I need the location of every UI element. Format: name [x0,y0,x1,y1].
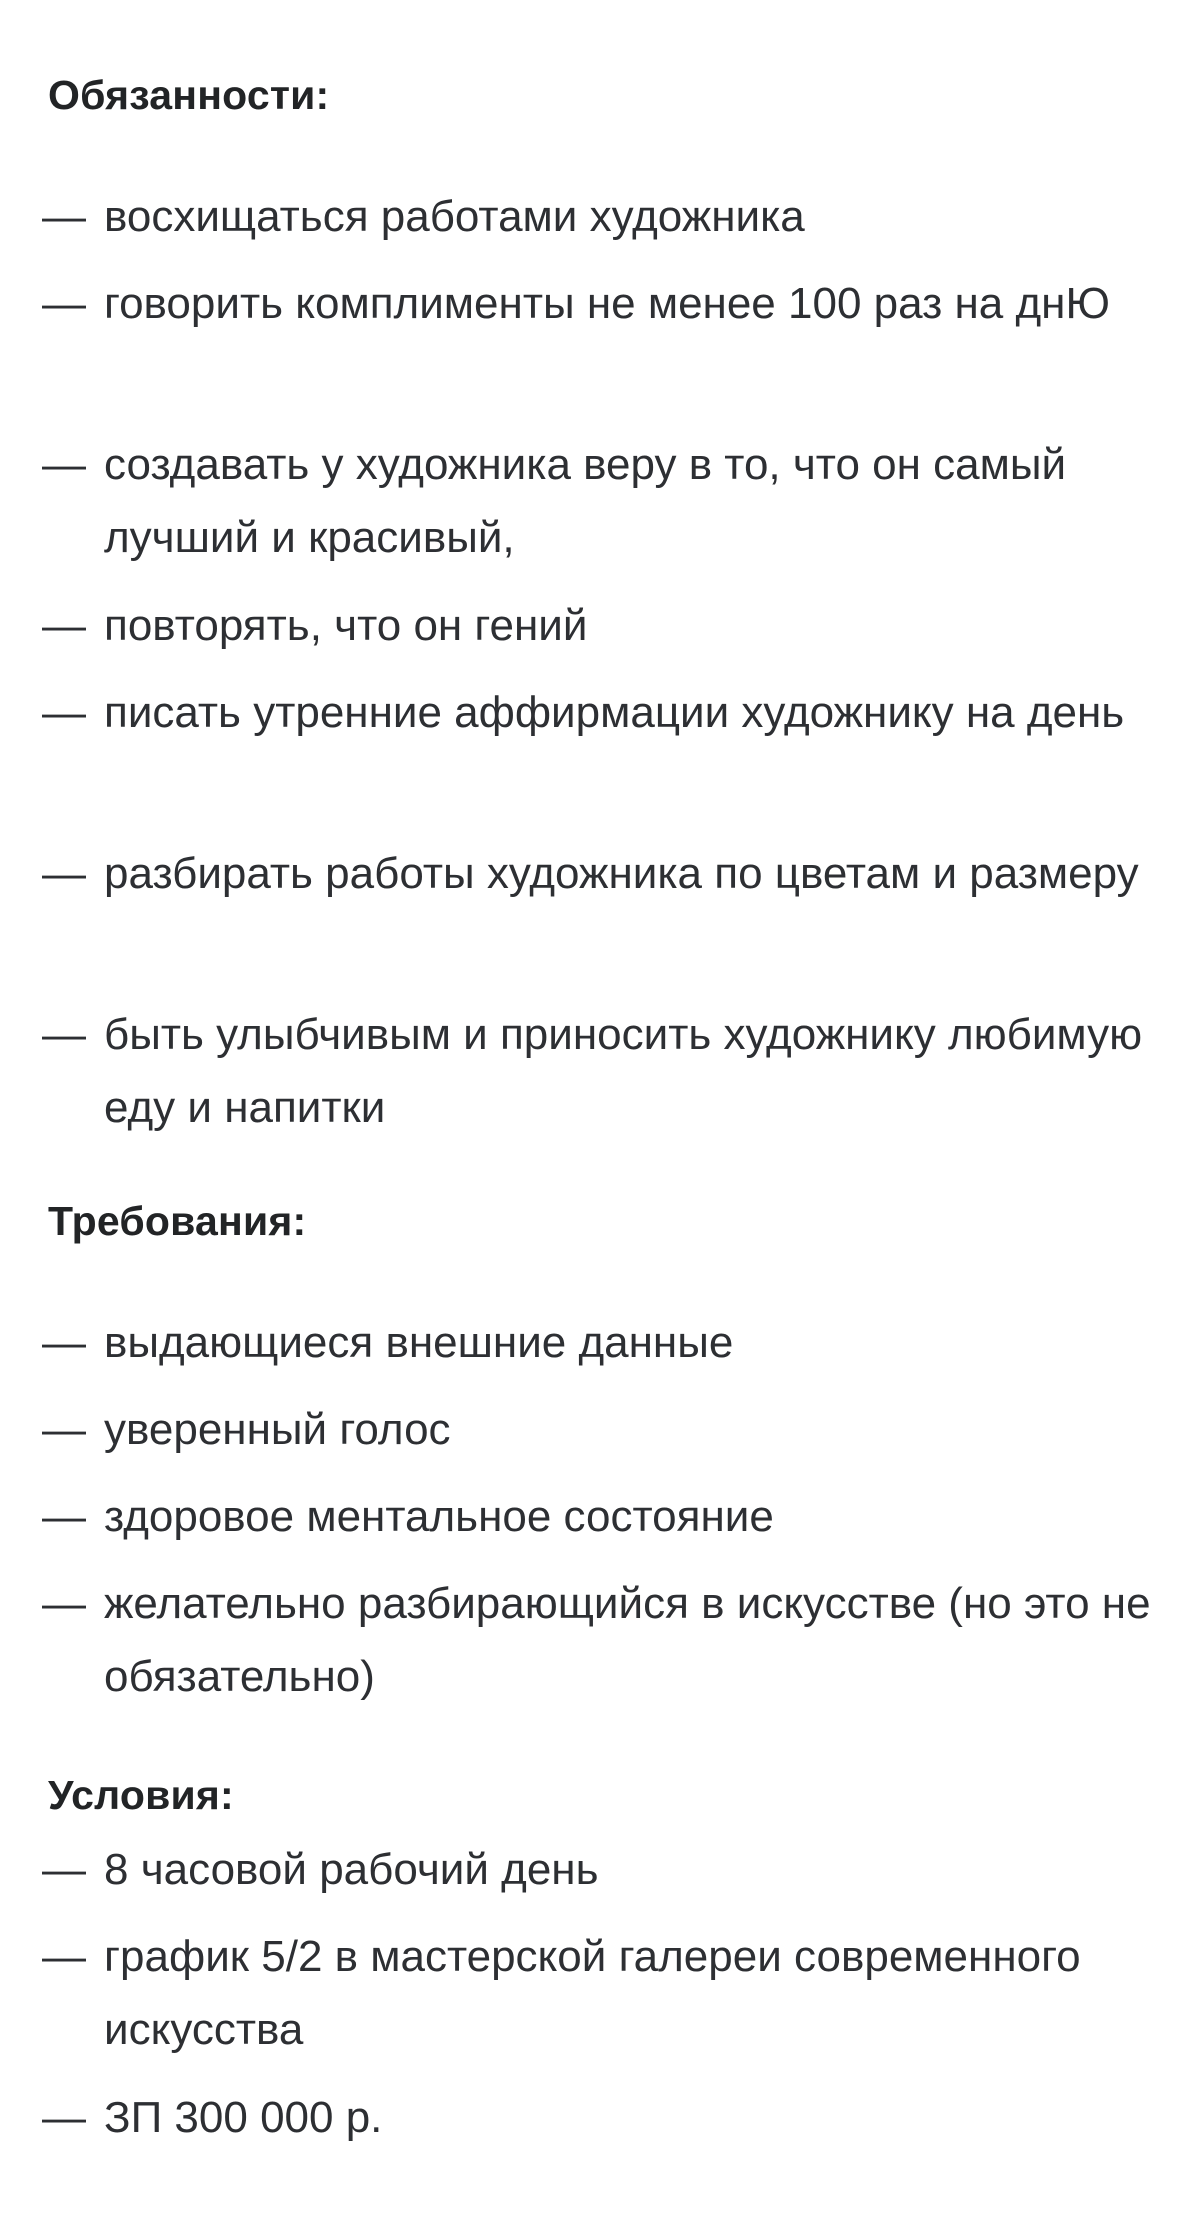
list-item [42,1480,1162,1553]
list-item-text: повторять, что он гений [104,601,588,650]
list-item-text: график 5/2 в мастерской галереи современного искусства [104,1932,1081,2054]
list-item [42,837,1162,910]
dash-marker: — [42,688,86,737]
dash-marker: — [42,192,86,241]
list-item [42,428,1162,574]
dash-marker: — [42,849,86,898]
list-item-text: говорить комплименты не менее 100 раз на днЮ [104,279,1110,328]
section-heading-requirements: Требования: [48,1198,307,1244]
dash-marker: — [42,1579,86,1628]
list-item-text: желательно разбирающийся в искусстве (но это не обязательно) [104,1579,1151,1701]
list-item-text: уверенный голос [104,1405,451,1454]
list-item [42,1393,1162,1466]
list-item [42,2081,1162,2154]
section-heading-conditions: Условия: [48,1772,234,1818]
dash-marker: — [42,1405,86,1454]
dash-marker: — [42,601,86,650]
list-item [42,267,1162,340]
list-item-text: создавать у художника веру в то, что он самый лучший и красивый, [104,440,1067,562]
list-item-text: здоровое ментальное состояние [104,1492,774,1541]
list-item [42,1833,1162,1906]
list-item-text: восхищаться работами художника [104,192,805,241]
dash-marker: — [42,1010,86,1059]
list-item-text: писать утренние аффирмации художнику на день [104,688,1125,737]
dash-marker: — [42,1845,86,1894]
dash-marker: — [42,2093,86,2142]
list-item [42,676,1162,749]
list-item [42,1567,1162,1713]
list-item-text: 8 часовой рабочий день [104,1845,599,1894]
list-item-text: быть улыбчивым и приносить художнику любимую еду и напитки [104,1010,1143,1132]
dash-marker: — [42,1932,86,1981]
list-item-text: выдающиеся внешние данные [104,1318,734,1367]
dash-marker: — [42,279,86,328]
list-item [42,589,1162,662]
list-item-text: разбирать работы художника по цветам и размеру [104,849,1139,898]
dash-marker: — [42,440,86,489]
list-item [42,1306,1162,1379]
dash-marker: — [42,1318,86,1367]
list-item [42,1920,1162,2066]
section-heading-duties: Обязанности: [48,72,330,118]
dash-marker: — [42,1492,86,1541]
list-item [42,180,1162,253]
list-item [42,998,1162,1144]
list-item-text: ЗП 300 000 р. [104,2093,383,2142]
